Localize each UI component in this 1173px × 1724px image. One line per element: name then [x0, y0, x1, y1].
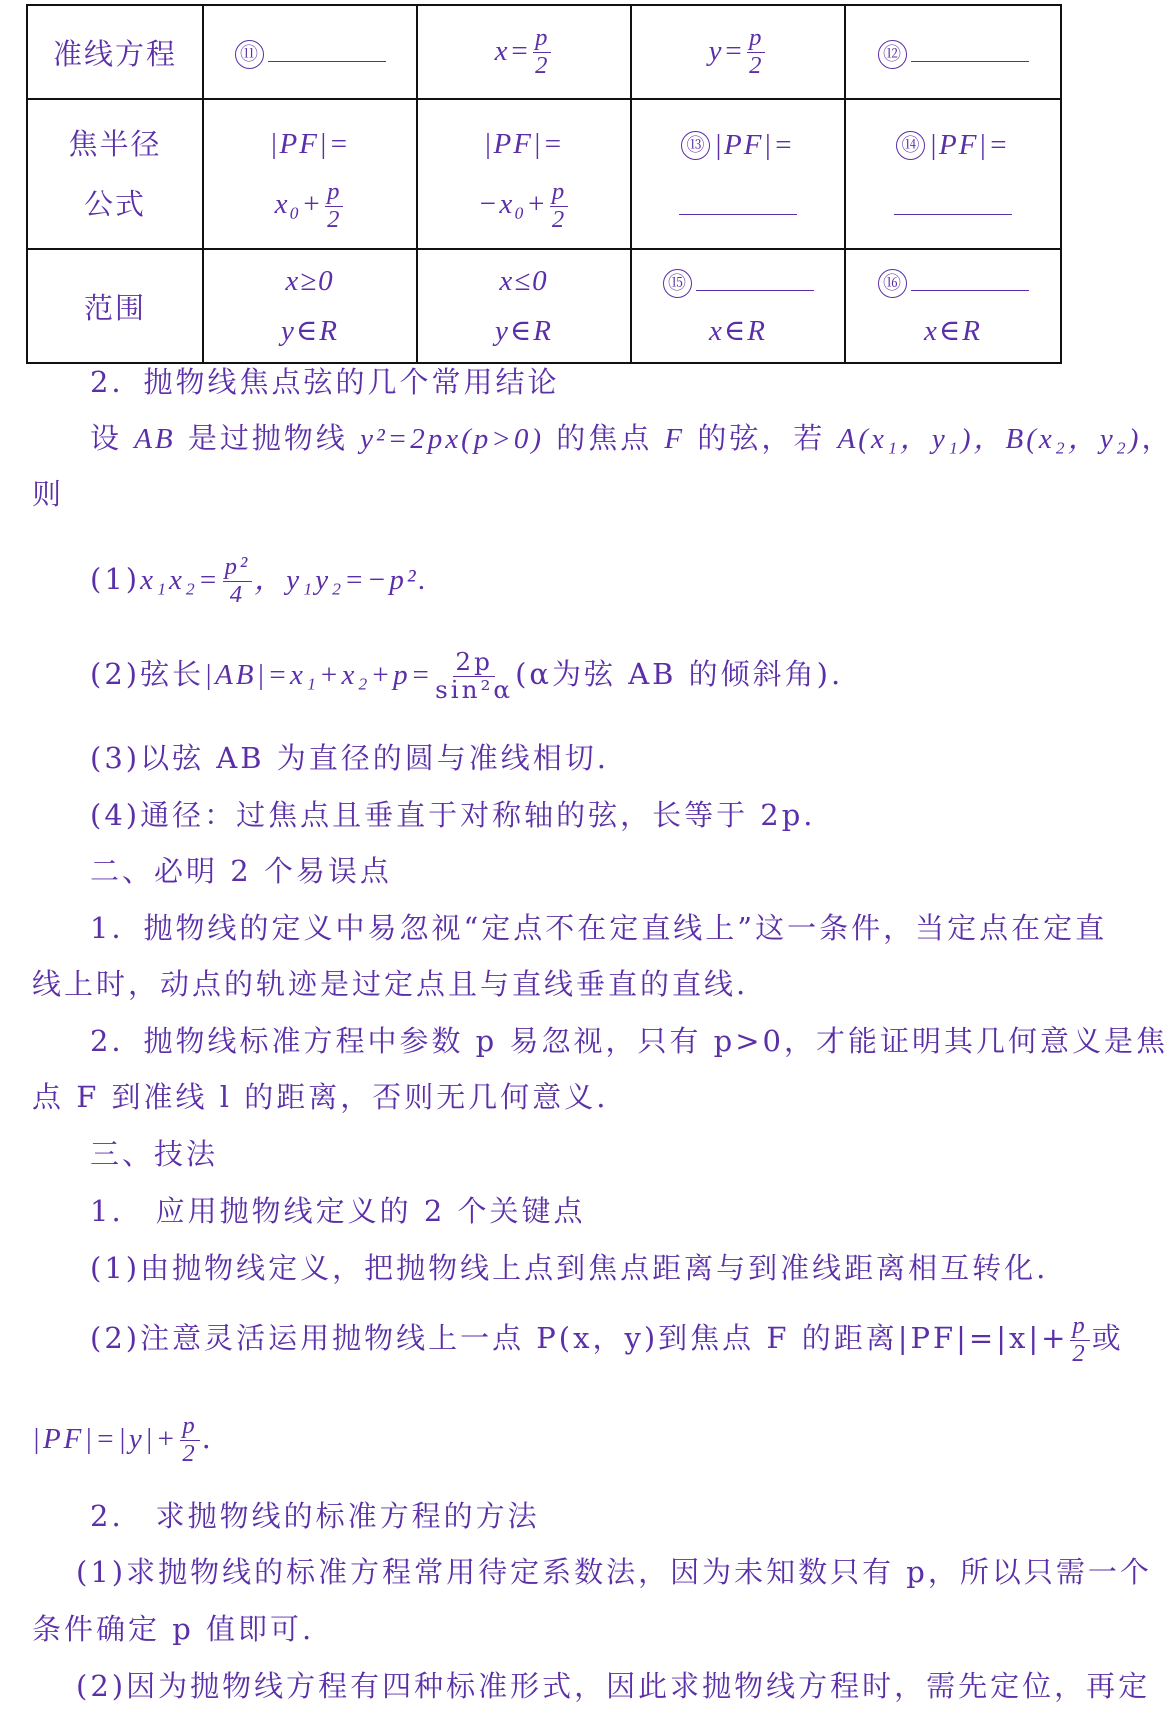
chord-setup-text: 设 AB 是过抛物线 y²=2px(p>0) 的焦点 F 的弦，若 A(x₁，y₁)，B(x₂，y₂)，	[90, 421, 1173, 455]
focal-cell-4: ⑭ |PF|=	[845, 99, 1061, 249]
range-cell-2: x≤0 y∈R	[417, 249, 631, 363]
technique-1-heading: 1. 应用抛物线定义的 2 个关键点	[90, 1194, 586, 1228]
conclusion-1: (1)x₁x₂= $\frac{\text{p²}}{4}$ ，y₁y₂=−p².	[90, 553, 429, 608]
range-label: 范围	[27, 249, 203, 363]
technique-1-item-2: (2)注意灵活运用抛物线上一点 P(x，y)到焦点 F 的距离|PF|=|x|+ $\frac{p}{2}$ 或	[90, 1312, 1124, 1367]
section-heading-pitfalls: 二、必明 2 个易误点	[90, 854, 392, 888]
directrix-cell-3: y= $\frac{p}{2}$	[631, 5, 845, 99]
range-row	[27, 249, 1061, 363]
section-heading-techniques: 三、技法	[90, 1137, 219, 1171]
answer-blank	[911, 266, 1029, 291]
range-cell-1: x≥0 y∈R	[203, 249, 417, 363]
fraction: $\frac{p}{2}$	[551, 178, 567, 233]
technique-1-item-2-cont: |PF|=|y|+ $\frac{p}{2}$ .	[32, 1412, 214, 1467]
fraction: $\frac{p}{2}$	[327, 178, 342, 233]
technique-1-item-1: (1)由抛物线定义，把抛物线上点到焦点距离与到准线距离相互转化.	[90, 1251, 1049, 1285]
technique-2-item-1-line-2: 条件确定 p 值即可.	[32, 1612, 315, 1646]
conclusion-3: (3)以弦 AB 为直径的圆与准线相切.	[90, 741, 609, 775]
fraction: $\frac{\text{p²}}{4}$	[224, 553, 251, 608]
directrix-row	[27, 5, 1061, 99]
fraction: $\frac{p}{2}$	[535, 23, 550, 79]
fraction: $\frac{2p}{\text{sin²α}}$	[435, 647, 514, 704]
section-heading-focal-chord: 2．抛物线焦点弦的几个常用结论	[90, 365, 560, 399]
directrix-label: 准线方程	[27, 5, 203, 99]
directrix-cell-2: x= $\frac{p}{2}$	[417, 5, 631, 99]
focal-radius-row	[27, 99, 1061, 249]
pitfall-1-line-1: 1．抛物线的定义中易忽视“定点不在定直线上”这一条件，当定点在定直	[90, 911, 1108, 945]
pitfall-1-line-2: 线上时，动点的轨迹是过定点且与直线垂直的直线.	[32, 967, 749, 1001]
range-cell-4: ⑯ x∈R	[845, 249, 1061, 363]
answer-blank	[268, 37, 386, 62]
technique-2-heading: 2. 求抛物线的标准方程的方法	[90, 1499, 540, 1533]
answer-blank	[911, 37, 1029, 62]
answer-blank	[679, 190, 797, 215]
focal-cell-3: ⑬ |PF|=	[631, 99, 845, 249]
technique-2-item-1-line-1: (1)求抛物线的标准方程常用待定系数法，因为未知数只有 p，所以只需一个	[76, 1555, 1152, 1589]
fraction: $\frac{p}{2}$	[1072, 1312, 1088, 1367]
pitfall-2-line-1: 2．抛物线标准方程中参数 p 易忽视，只有 p>0，才能证明其几何意义是焦	[90, 1024, 1168, 1058]
answer-blank	[696, 266, 814, 291]
fraction: $\frac{p}{2}$	[749, 23, 764, 79]
focal-cell-2: |PF|= −x₀+ $\frac{p}{2}$	[417, 99, 631, 249]
answer-blank	[894, 190, 1012, 215]
focal-radius-label: 焦半径 公式	[27, 99, 203, 249]
chord-setup-then: 则	[32, 477, 65, 511]
range-cell-3: ⑮ x∈R	[631, 249, 845, 363]
directrix-cell-4: ⑫	[845, 5, 1061, 99]
conclusion-2: (2)弦长|AB|=x₁+x₂+p= $\frac{2p}{\text{sin²α}}$ (α为弦 AB 的倾斜角).	[90, 647, 844, 704]
technique-2-item-2-line-1: (2)因为抛物线方程有四种标准形式，因此求抛物线方程时，需先定位，再定	[76, 1669, 1151, 1703]
focal-cell-1: |PF|= x₀+ $\frac{p}{2}$	[203, 99, 417, 249]
fraction: $\frac{p}{2}$	[182, 1412, 198, 1467]
conclusion-4: (4)通径：过焦点且垂直于对称轴的弦，长等于 2p.	[90, 798, 816, 832]
pitfall-2-line-2: 点 F 到准线 l 的距离，否则无几何意义.	[32, 1080, 609, 1114]
parabola-formula-table	[26, 4, 1062, 364]
directrix-cell-1: ⑪	[203, 5, 417, 99]
